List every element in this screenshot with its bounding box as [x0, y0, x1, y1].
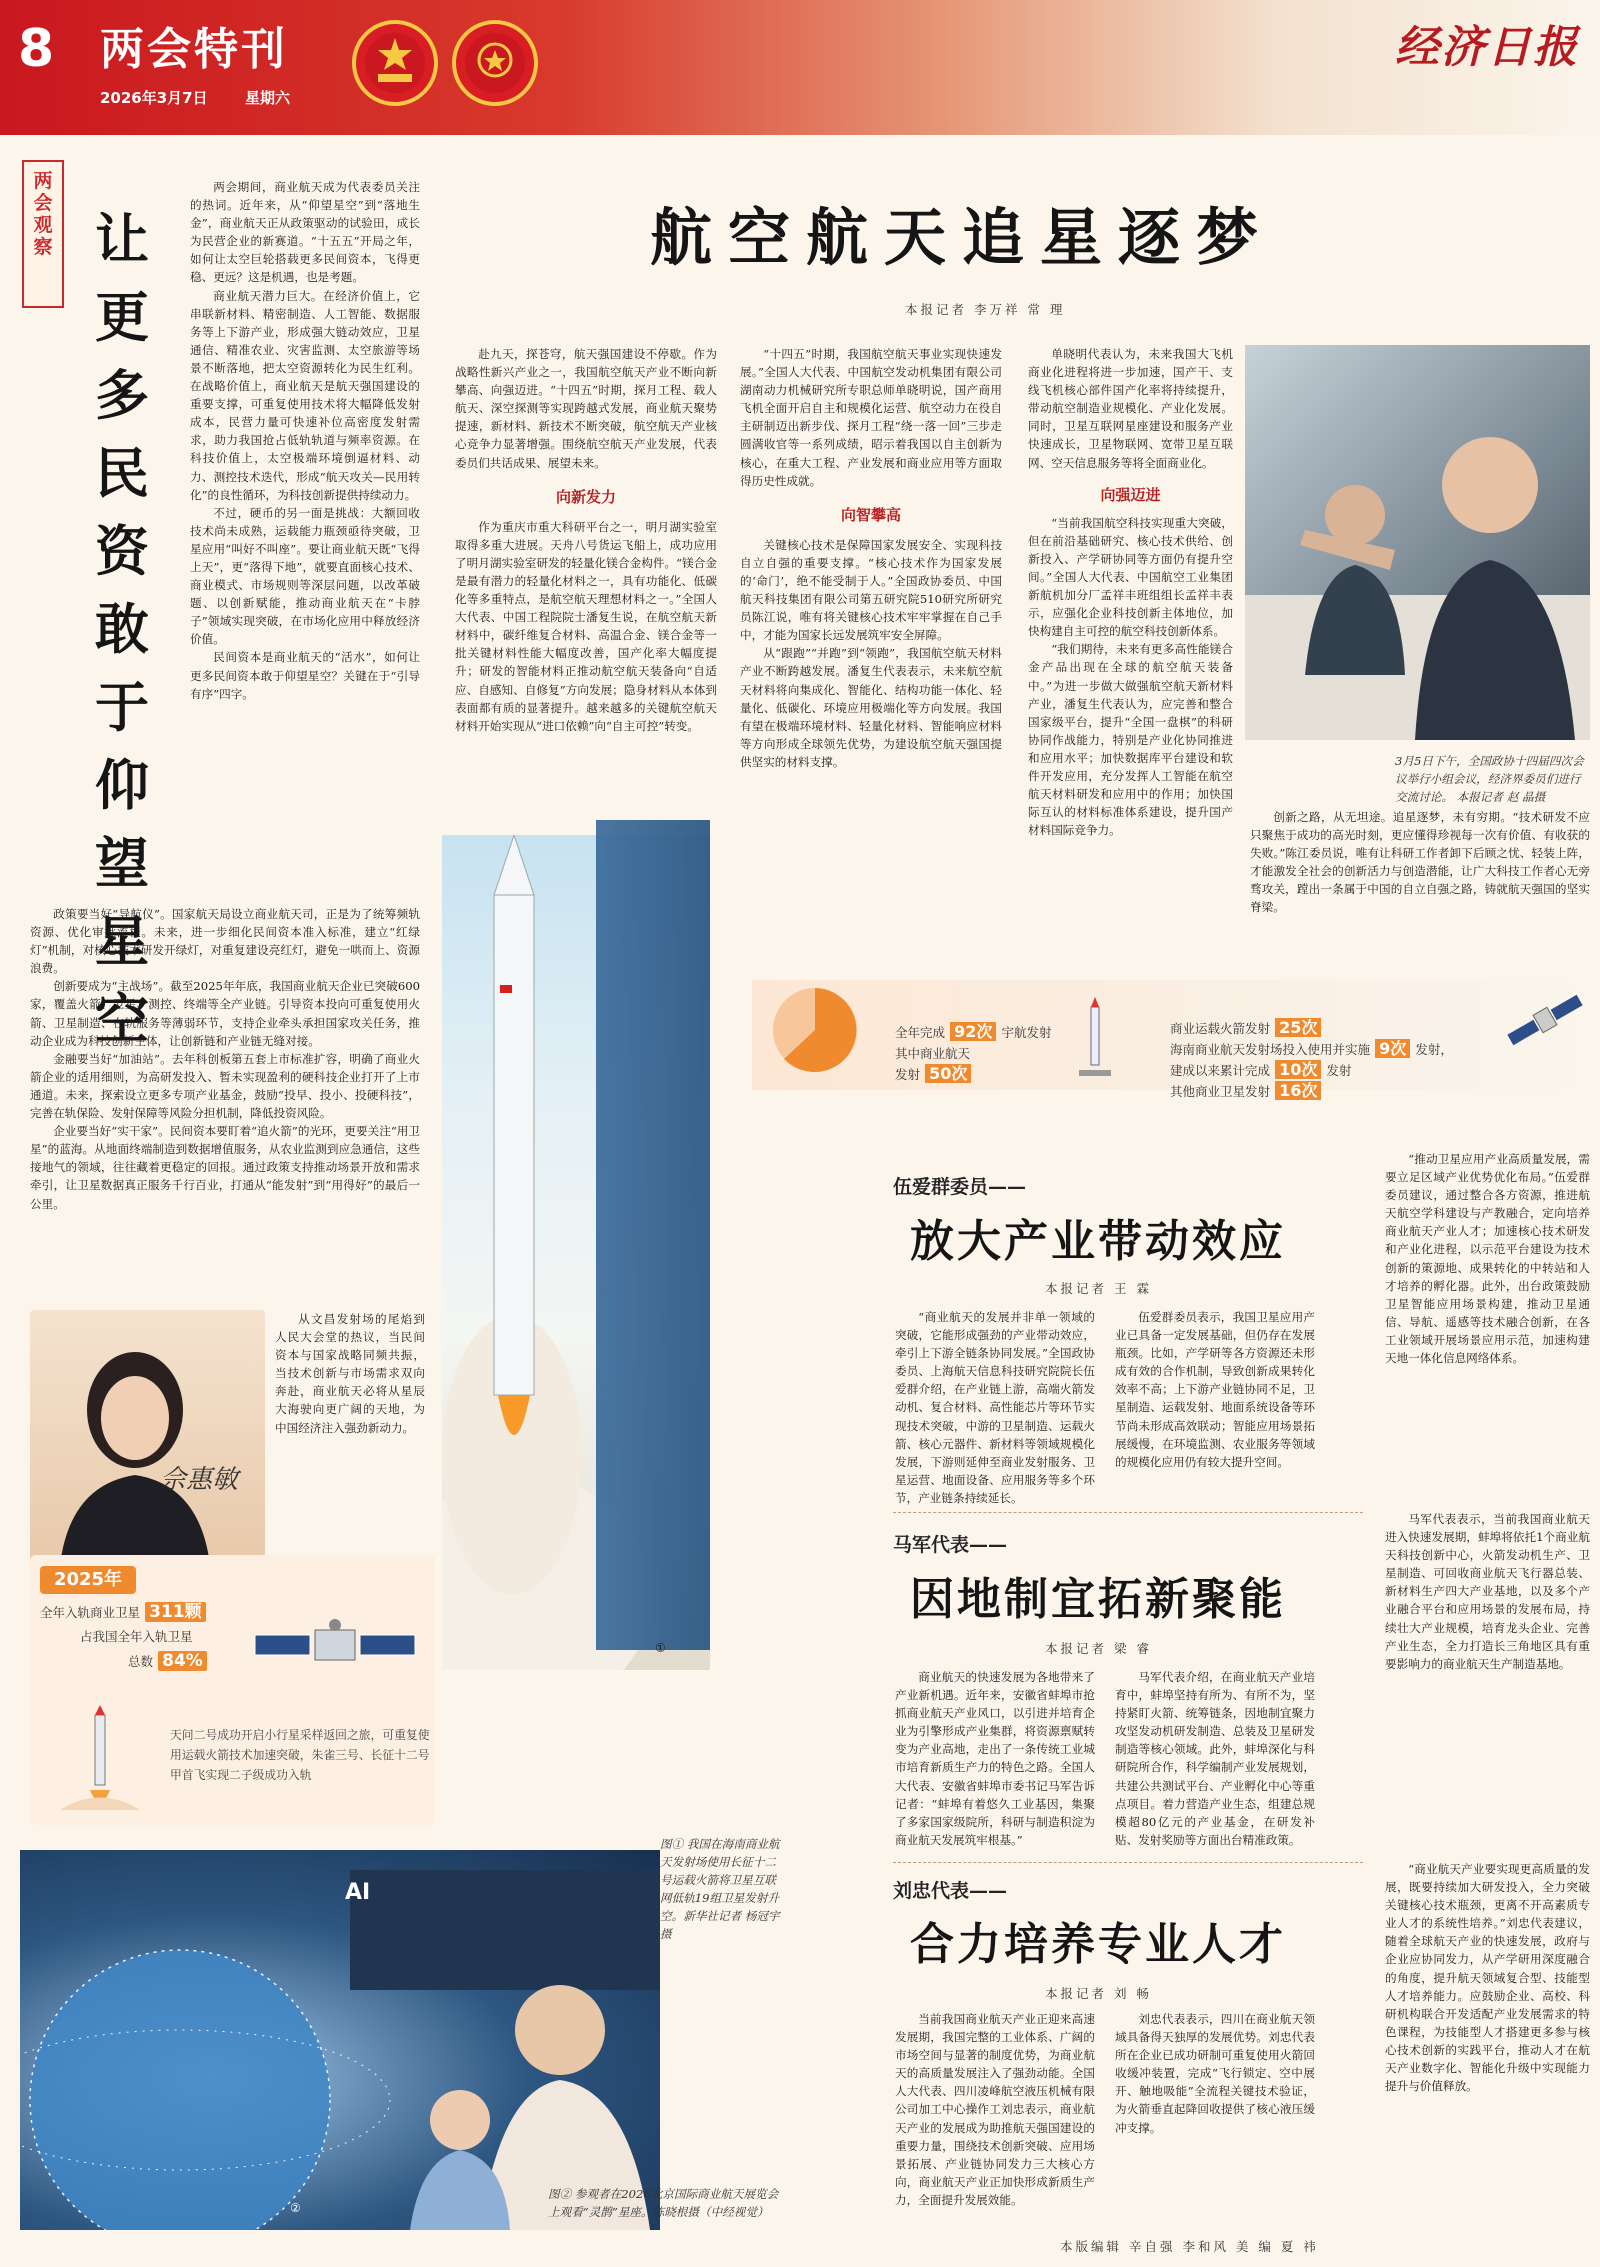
commentary-paragraph: 不过，硬币的另一面是挑战：大额回收技术尚未成熟，运载能力瓶颈亟待突破，卫星应用“叫好不叫座”。要让商业航天既“飞得上天”，更“落得下地”，就要直面核心技术、商业模式、市场规则等深层问题，以改革破题、以创新赋能，推动商业航天在“卡脖子”领域实现突破，在市场化应用中释放经济价值。 [190, 505, 420, 647]
commentary-body [190, 178, 420, 703]
band-label: 发射 [895, 1067, 921, 1082]
stat-value: 84% [158, 1651, 207, 1671]
commentary-tag-text: 两会观察 [33, 170, 53, 258]
section-liu-col-1 [895, 2010, 1095, 2209]
section-ma-col-1 [895, 1668, 1095, 1849]
band-value: 16次 [1275, 1081, 1321, 1100]
main-headline: 航空航天追星逐梦 [650, 201, 1275, 274]
section-paragraph: 商业航天的快速发展为各地带来了产业新机遇。近年来，安徽省蚌埠市抢抓商业航天产业风口，以引进并培育企业为引擎形成产业集群，将资源禀赋转变为产业高地，走出了一条传统工业城市培育新质生产力的特色之路。全国人大代表、安徽省蚌埠市委书记马军告诉记者：“蚌埠有着悠久工业基因，集聚了多家国家级院所，科研与制造积淀为商业航天发展筑牢根基。” [895, 1670, 1095, 1847]
stat-label: 总数 [128, 1654, 154, 1669]
commentary-paragraph: 民间资本是商业航天的“活水”，如何让更多民间资本敢于仰望星空？关键在于“引导有序”四字。 [190, 650, 420, 701]
main-paragraph: 创新之路，从无坦途。追星逐梦，未有穷期。“技术研发不应只聚焦于成功的高光时刻，更应懂得珍视每一次有价值、有收获的失败。”陈江委员说，唯有让科研工作者卸下后顾之忧、轻装上阵，才能激发全社会的创新活力与创造潜能，让广大科技工作者心无旁骛攻关，蹚出一条属于中国的自立自强之路，铸就航天强国的坚实脊梁。 [1250, 810, 1590, 915]
section-ma-person: 马军代表—— [893, 1534, 1008, 1556]
band-value: 92次 [950, 1022, 996, 1041]
band-label: 海南商业航天发射场投入使用并实施 [1170, 1042, 1371, 1057]
commentary-paragraph: 政策要当好“导航仪”。国家航天局设立商业航天司，正是为了统筹频轨资源、优化审批流程。未来，进一步细化民间资本准入标准，建立“红绿灯”机制，对核心技术研发开绿灯，对重复建设亮红灯，避免一哄而上、资源浪费。 [30, 907, 420, 976]
section-wu-person: 伍爱群委员—— [893, 1176, 1027, 1198]
section-wu-col-3 [1385, 1150, 1590, 1367]
paper-logo: 经济日报 [1395, 22, 1579, 73]
band-label: 发射 [1326, 1063, 1352, 1078]
photo-2-caption: 图② 参观者在2026北京国际商业航天展览会上观看“灵鹊”星座。陈晓根摄（中经视觉） [548, 2187, 779, 2219]
photo-2-marker: ② [290, 2201, 301, 2215]
main-column-4 [1250, 808, 1590, 917]
section-wu-title: 放大产业带动效应 [910, 1216, 1286, 1267]
section-paragraph: “推动卫星应用产业高质量发展，需要立足区域产业优势优化布局。”伍爱群委员建议，通过整合各方资源，推进航天航空学科建设与产教融合，定向培养商业航天产业人才；加速核心技术研发和产业化进程，以示范平台建设为技术创新的策源地、成果转化的中转站和人才培养的孵化器。此外，出台政策鼓励卫星智能应用场景构建，推动卫星通信、导航、遥感等技术融合创新，在各工业领域开展场景应用示范，加速构建天地一体化信息网络体系。 [1385, 1152, 1590, 1366]
band-label: 宇航发射 [1001, 1025, 1052, 1040]
band-label: 其他商业卫星发射 [1170, 1084, 1271, 1099]
band-right-stats [1170, 1018, 1530, 1102]
commentary-body-continued [30, 905, 420, 1213]
band-value: 25次 [1275, 1018, 1321, 1037]
section-paragraph: 马军代表介绍，在商业航天产业培育中，蚌埠坚持有所为、有所不为，坚持紧盯火箭、统筹链条，因地制宜聚力攻坚发动机研发制造、总装及卫星研发制造等核心领域。此外，蚌埠深化与科研院所合作，科学编制产业发展规划，共建公共测试平台、产业孵化中心等重点项目。着力营造产业生态，组建总规模超80亿元的产业基金，在研发补贴、发射奖励等方面出台精准政策。 [1115, 1670, 1315, 1847]
photo-1-marker: ① [655, 1641, 666, 1655]
stats-year: 2025年 [40, 1566, 136, 1594]
section-head-xiangzhi: 向智攀高 [840, 505, 901, 524]
meeting-photo-caption: 3月5日下午，全国政协十四届四次会议举行小组会议，经济界委员们进行交流讨论。 本报记者 赵 晶摄 [1395, 754, 1584, 804]
page-editors: 本版编辑 辛自强 李和风 美 编 夏 祎 [1060, 2239, 1319, 2254]
cppcc-emblem-icon [452, 20, 538, 106]
section-head-xiangqiang: 向强迈进 [1100, 485, 1161, 504]
section-ma-col-3 [1385, 1510, 1590, 1673]
section-wu-col-1 [895, 1308, 1095, 1507]
stat-label: 全年入轨商业卫星 [40, 1605, 141, 1620]
main-byline: 本报记者 李万祥 常 理 [905, 302, 1066, 317]
band-label: 商业运载火箭发射 [1170, 1021, 1271, 1036]
section-wu-col-2 [1115, 1308, 1315, 1471]
section-ma-byline: 本报记者 梁 睿 [1045, 1641, 1152, 1656]
commentary-paragraph: 企业要当好“实干家”。民间资本要盯着“追火箭”的光环，更要关注“用卫星”的蓝海。从地面终端制造到数据增值服务，从农业监测到应急通信，这些接地气的领域，往往藏着更稳定的回报。通过政策支持推动场景开放和需求牵引，让卫星数据真正服务千行百业，打通从“能发射”到“用得好”的最后一公里。 [30, 1124, 420, 1211]
band-value: 10次 [1275, 1060, 1321, 1079]
band-label: 全年完成 [895, 1025, 946, 1040]
section-liu-byline: 本报记者 刘 畅 [1045, 1986, 1152, 2001]
commentary-closing [275, 1310, 425, 1437]
section-paragraph: 马军代表表示，当前我国商业航天进入快速发展期，蚌埠将依托1个商业航天科技创新中心，火箭发动机生产、卫星制造、可回收商业航天飞行器总装、新材料生产四大产业基地，以及多个产业融合平台和应用场景的发展布局，持续壮大产业规模，培育龙头企业、完善产业生态，全力打造长三角地区具有重要影响力的商业航天生产制造基地。 [1385, 1512, 1590, 1671]
section-paragraph: “商业航天产业要实现更高质量的发展，既要持续加大研发投入，全力突破关键核心技术瓶颈，更离不开高素质专业人才的系统性培养。”刘忠代表建议，随着全球航天产业的快速发展，政府与企业应协同发力，从产学研用深度融合的角度，提升航天领域复合型、技能型人才培养能力。应鼓励企业、高校、科研机构联合开发适配产业发展需求的特色课程，为技能型人才搭建更多参与核心技术创新的实践平台，推动人才在航天产业数字化、智能化升级中实现能力提升与价值释放。 [1385, 1862, 1590, 2094]
stat-label: 占我国全年入轨卫星 [80, 1629, 193, 1644]
section-ma-title: 因地制宜拓新聚能 [910, 1574, 1286, 1625]
commentary-title: 让更多民资敢于仰望星空 [95, 207, 149, 1051]
section-ma-col-2 [1115, 1668, 1315, 1849]
band-satellite-illustration [1500, 975, 1590, 1065]
band-label: 其中商业航天 [895, 1046, 971, 1061]
main-paragraph: 从“跟跑”“并跑”到“领跑”，我国航空航天材料产业不断跨越发展。潘复生代表表示，未来航空航天材料将向集成化、智能化、结构功能一体化、轻量化、低碳化、环境应用极端化等方向发展。我国有望在极端环境材料、轻量化材料、智能响应材料等方向形成全球领先优势，为建设航空航天强国提供坚实的材料支撑。 [740, 646, 1002, 769]
main-column-2 [740, 345, 1002, 771]
main-paragraph: 单晓明代表认为，未来我国大飞机商业化进程将进一步加速，国产干、支线飞机核心部件国产化率将持续提升，带动航空制造业规模化、产业化发展。同时，卫星互联网星座建设和服务产业快速成长，卫星物联网、宽带卫星互联网、空天信息服务等将全面商业化。 [1028, 347, 1233, 470]
commentary-paragraph: 商业航天潜力巨大。在经济价值上，它串联新材料、精密制造、人工智能、数据服务等上下游产业，形成强大链动效应，卫星通信、精准农业、灾害监测、太空旅游等场景不断落地，把太空资源转化为民生红利。在战略价值上，商业航天是航天强国建设的重要支撑，可重复使用技术将大幅降低发射成本，民营力量可快速补位高密度发射需求，助力我国抢占低轨轨道与频率资源。在科技价值上，太空极端环境倒逼材料、动力、测控技术迭代，形成“航天攻关—民用转化”的良性循环，为科技创新提供持续动力。 [190, 288, 420, 502]
section-paragraph: 当前我国商业航天产业正迎来高速发展期，我国完整的工业体系、广阔的市场空间与显著的制度优势，为商业航天的高质量发展注入了强劲动能。全国人大代表、四川凌峰航空液压机械有限公司加工中心操作工刘忠表示，商业航天产业的发展成为助推航天强国建设的重要力量，围绕技术创新突破、应用场景拓展、产业链协同发力三大核心方向，商业航天产业正加快形成新质生产力，全面提升发展效能。 [895, 2012, 1095, 2207]
commentary-tag [22, 160, 64, 308]
commentary-paragraph: 创新要成为“主战场”。截至2025年年底，我国商业航天企业已突破600家，覆盖火箭、卫星、测控、终端等全产业链。引导资本投向可重复使用火箭、卫星制造、在轨服务等薄弱环节，支持企业牵头承担国家攻关任务，推动企业成为科技创新主体，让创新链和产业链无缝对接。 [30, 979, 420, 1048]
main-column-1 [455, 345, 717, 735]
divider [893, 1512, 1363, 1513]
stat-value: 311颗 [145, 1602, 206, 1622]
section-paragraph: 伍爱群委员表示，我国卫星应用产业已具备一定发展基础，但仍存在发展瓶颈。比如，产学研等各方资源还未形成有效的合作机制，导致创新成果转化效率不高；上下游产业链协同不足，卫星制造、运载发射、地面系统设备等环节尚未形成高效联动；智能应用场景拓展缓慢，在环境监测、农业服务等领域的规模化应用仍有较大提升空间。 [1115, 1310, 1315, 1469]
satellite-illustration [245, 1590, 425, 1700]
issue-weekday: 星期六 [245, 89, 291, 107]
section-liu-title: 合力培养专业人才 [910, 1919, 1286, 1970]
band-label: 建成以来累计完成 [1170, 1063, 1271, 1078]
band-label: 发射， [1415, 1042, 1453, 1057]
expo-photo [20, 1850, 660, 2230]
photo-1-caption: 图① 我国在海南商业航天发射场使用长征十二号运载火箭将卫星互联网低轨19组卫星发射升空。新华社记者 杨冠宇摄 [660, 1837, 780, 1941]
section-wu-byline: 本报记者 王 霖 [1045, 1281, 1152, 1296]
stats-note: 天问二号成功开启小行星采样返回之旅，可重复使用运载火箭技术加速突破，朱雀三号、长征十二号甲首飞实现二子级成功入轨 [170, 1728, 430, 1782]
main-paragraph: 作为重庆市重大科研平台之一，明月湖实验室取得多重大进展。天舟八号货运飞船上，成功应用了明月湖实验室研发的轻量化镁合金构件。“镁合金是最有潜力的轻量化材料之一，具有功能化、低碳化等多重特点，是航空航天理想材料之一。”全国人大代表、中国工程院院士潘复生说，在航空航天新材料中，碳纤维复合材料、高温合金、镁合金等一批关键材料性能大幅度改善，国产化率大幅度提升；研发的智能材料正推动航空航天装备向“自适应、自感知、自修复”方向发展；隐身材料从本体到表面都有质的显著提升。越来越多的关键航空航天材料开始实现从“进口依赖”向“自主可控”转变。 [455, 519, 717, 733]
meeting-photo [1245, 345, 1590, 740]
launch-share-pie [770, 985, 860, 1075]
section-paragraph: 刘忠代表表示，四川在商业航天领域具备得天独厚的发展优势。刘忠代表所在企业已成功研制可重复使用火箭回收缓冲装置，完成“飞行锁定、空中展开、触地吸能”全流程关键技术验证，为火箭垂直起降回收提供了核心液压缓冲支撑。 [1115, 2012, 1315, 2135]
issue-date: 2026年3月7日 [100, 89, 208, 107]
main-column-3 [1028, 345, 1233, 839]
main-paragraph: “十四五”时期，我国航空航天事业实现快速发展。”全国人大代表、中国航空发动机集团有限公司湖南动力机械研究所专职总师单晓明说，国产商用飞机全面开启自主和规模化运营、航空动力在役自主研制迈出新步伐、探月工程“绕一落一回”三步走圆满收官等一系列成绩，昭示着我国以自主创新为核心，在重大工程、产业发展和商业应用等方面取得历史性成就。 [740, 347, 1002, 488]
section-paragraph: “商业航天的发展并非单一领域的突破，它能形成强劲的产业带动效应，牵引上下游全链条协同发展。”全国政协委员、上海航天信息科技研究院院长伍爱群介绍，在产业链上游，高端火箭发动机、复合材料、高性能芯片等环节实现技术突破，中游的卫星制造、运载火箭、核心元器件、新材料等领域规模化发展，下游则延伸至商业发射服务、卫星运营、地面设备、应用服务等多个环节，产业链条持续延长。 [895, 1310, 1095, 1505]
main-paragraph: “我们期待，未来有更多高性能镁合金产品出现在全球的航空航天装备中。”为进一步做大做强航空航天新材料产业，潘复生代表认为，应完善和整合国家级平台，提升“全国一盘棋”的科研协同作战能力，特别是产业化协同推进和应用水平；加快数据库平台建设和软件开发应用，充分发挥人工智能在航空航天材料研发和应用中的作用；加快国际互认的材料标准体系建设，提升国产材料国际竞争力。 [1028, 642, 1233, 838]
main-intro: 赴九天，探苍穹，航天强国建设不停歇。作为战略性新兴产业之一，我国航空航天产业不断向新攀高、向强迈进。“十四五”时期，探月工程、载人航天、深空探测等实现跨越式发展，商业航天聚势提速，新材料、新技术不断突破，航空航天产业核心竞争力显著增强。围绕航空航天产业发展，代表委员们共话成果、展望未来。 [455, 347, 717, 470]
special-edition-title: 两会特刊 [100, 24, 288, 75]
launch-tower [596, 820, 710, 1650]
main-paragraph: 关键核心技术是保障国家发展安全、实现科技自立自强的重要支撑。“核心技术作为国家发展的‘命门’，绝不能受制于人。”全国政协委员、中国航天科技集团有限公司第五研究院510研究所研究员陈江说，唯有将关键核心技术牢牢掌握在自己手中，才能为国家长远发展筑牢安全屏障。 [740, 537, 1002, 643]
page-number: 8 [18, 19, 55, 79]
band-rocket-illustration [1075, 995, 1115, 1080]
section-liu-col-2 [1115, 2010, 1315, 2137]
section-liu-person: 刘忠代表—— [893, 1880, 1008, 1902]
expo-sign: AI [345, 1880, 371, 1905]
section-head-xiangxin: 向新发力 [555, 487, 616, 506]
main-paragraph: “当前我国航空科技实现重大突破，但在前沿基础研究、核心技术供给、创新投入、产学研协同等方面仍有提升空间。”全国人大代表、中国航空工业集团新航机加分厂孟祥丰班组组长孟祥丰表示，应强化企业科技创新主体地位，加快构建自主可控的航空科技创新体系。 [1028, 515, 1233, 639]
band-value: 50次 [925, 1064, 971, 1083]
national-emblem-icon [352, 20, 438, 106]
commentary-paragraph: 两会期间，商业航天成为代表委员关注的热词。近年来，从“仰望星空”到“落地生金”，商业航天正从政策驱动的试验田，成长为民营企业的新赛道。“十五五”开局之年，如何让太空巨轮搭载更多民间资本，飞得更稳、更远？这是机遇，也是考题。 [190, 180, 420, 285]
author-portrait [30, 1310, 265, 1565]
stats-2025-values [40, 1600, 240, 1674]
commentary-paragraph: 金融要当好“加油站”。去年科创板第五套上市标准扩容，明确了商业火箭企业的适用细则，为高研发投入、暂未实现盈利的硬科技企业打开了上市通道。未来，探索设立更多专项产业基金，鼓励“投早、投小、投硬科技”，完善在轨保险、发射保障等风险分担机制，降低投资风险。 [30, 1051, 420, 1121]
commentary-paragraph: 从文昌发射场的尾焰到人民大会堂的热议，当民间资本与国家战略同频共振，当技术创新与市场需求双向奔赴，商业航天必将从星辰大海驶向更广阔的天地，为中国经济注入强劲新动力。 [275, 1312, 425, 1435]
section-liu-col-3 [1385, 1860, 1590, 2095]
author-signature: 佘惠敏 [160, 1465, 239, 1495]
band-value: 9次 [1375, 1039, 1410, 1058]
rocket-launch-illustration [40, 1705, 160, 1815]
divider [893, 1862, 1363, 1863]
